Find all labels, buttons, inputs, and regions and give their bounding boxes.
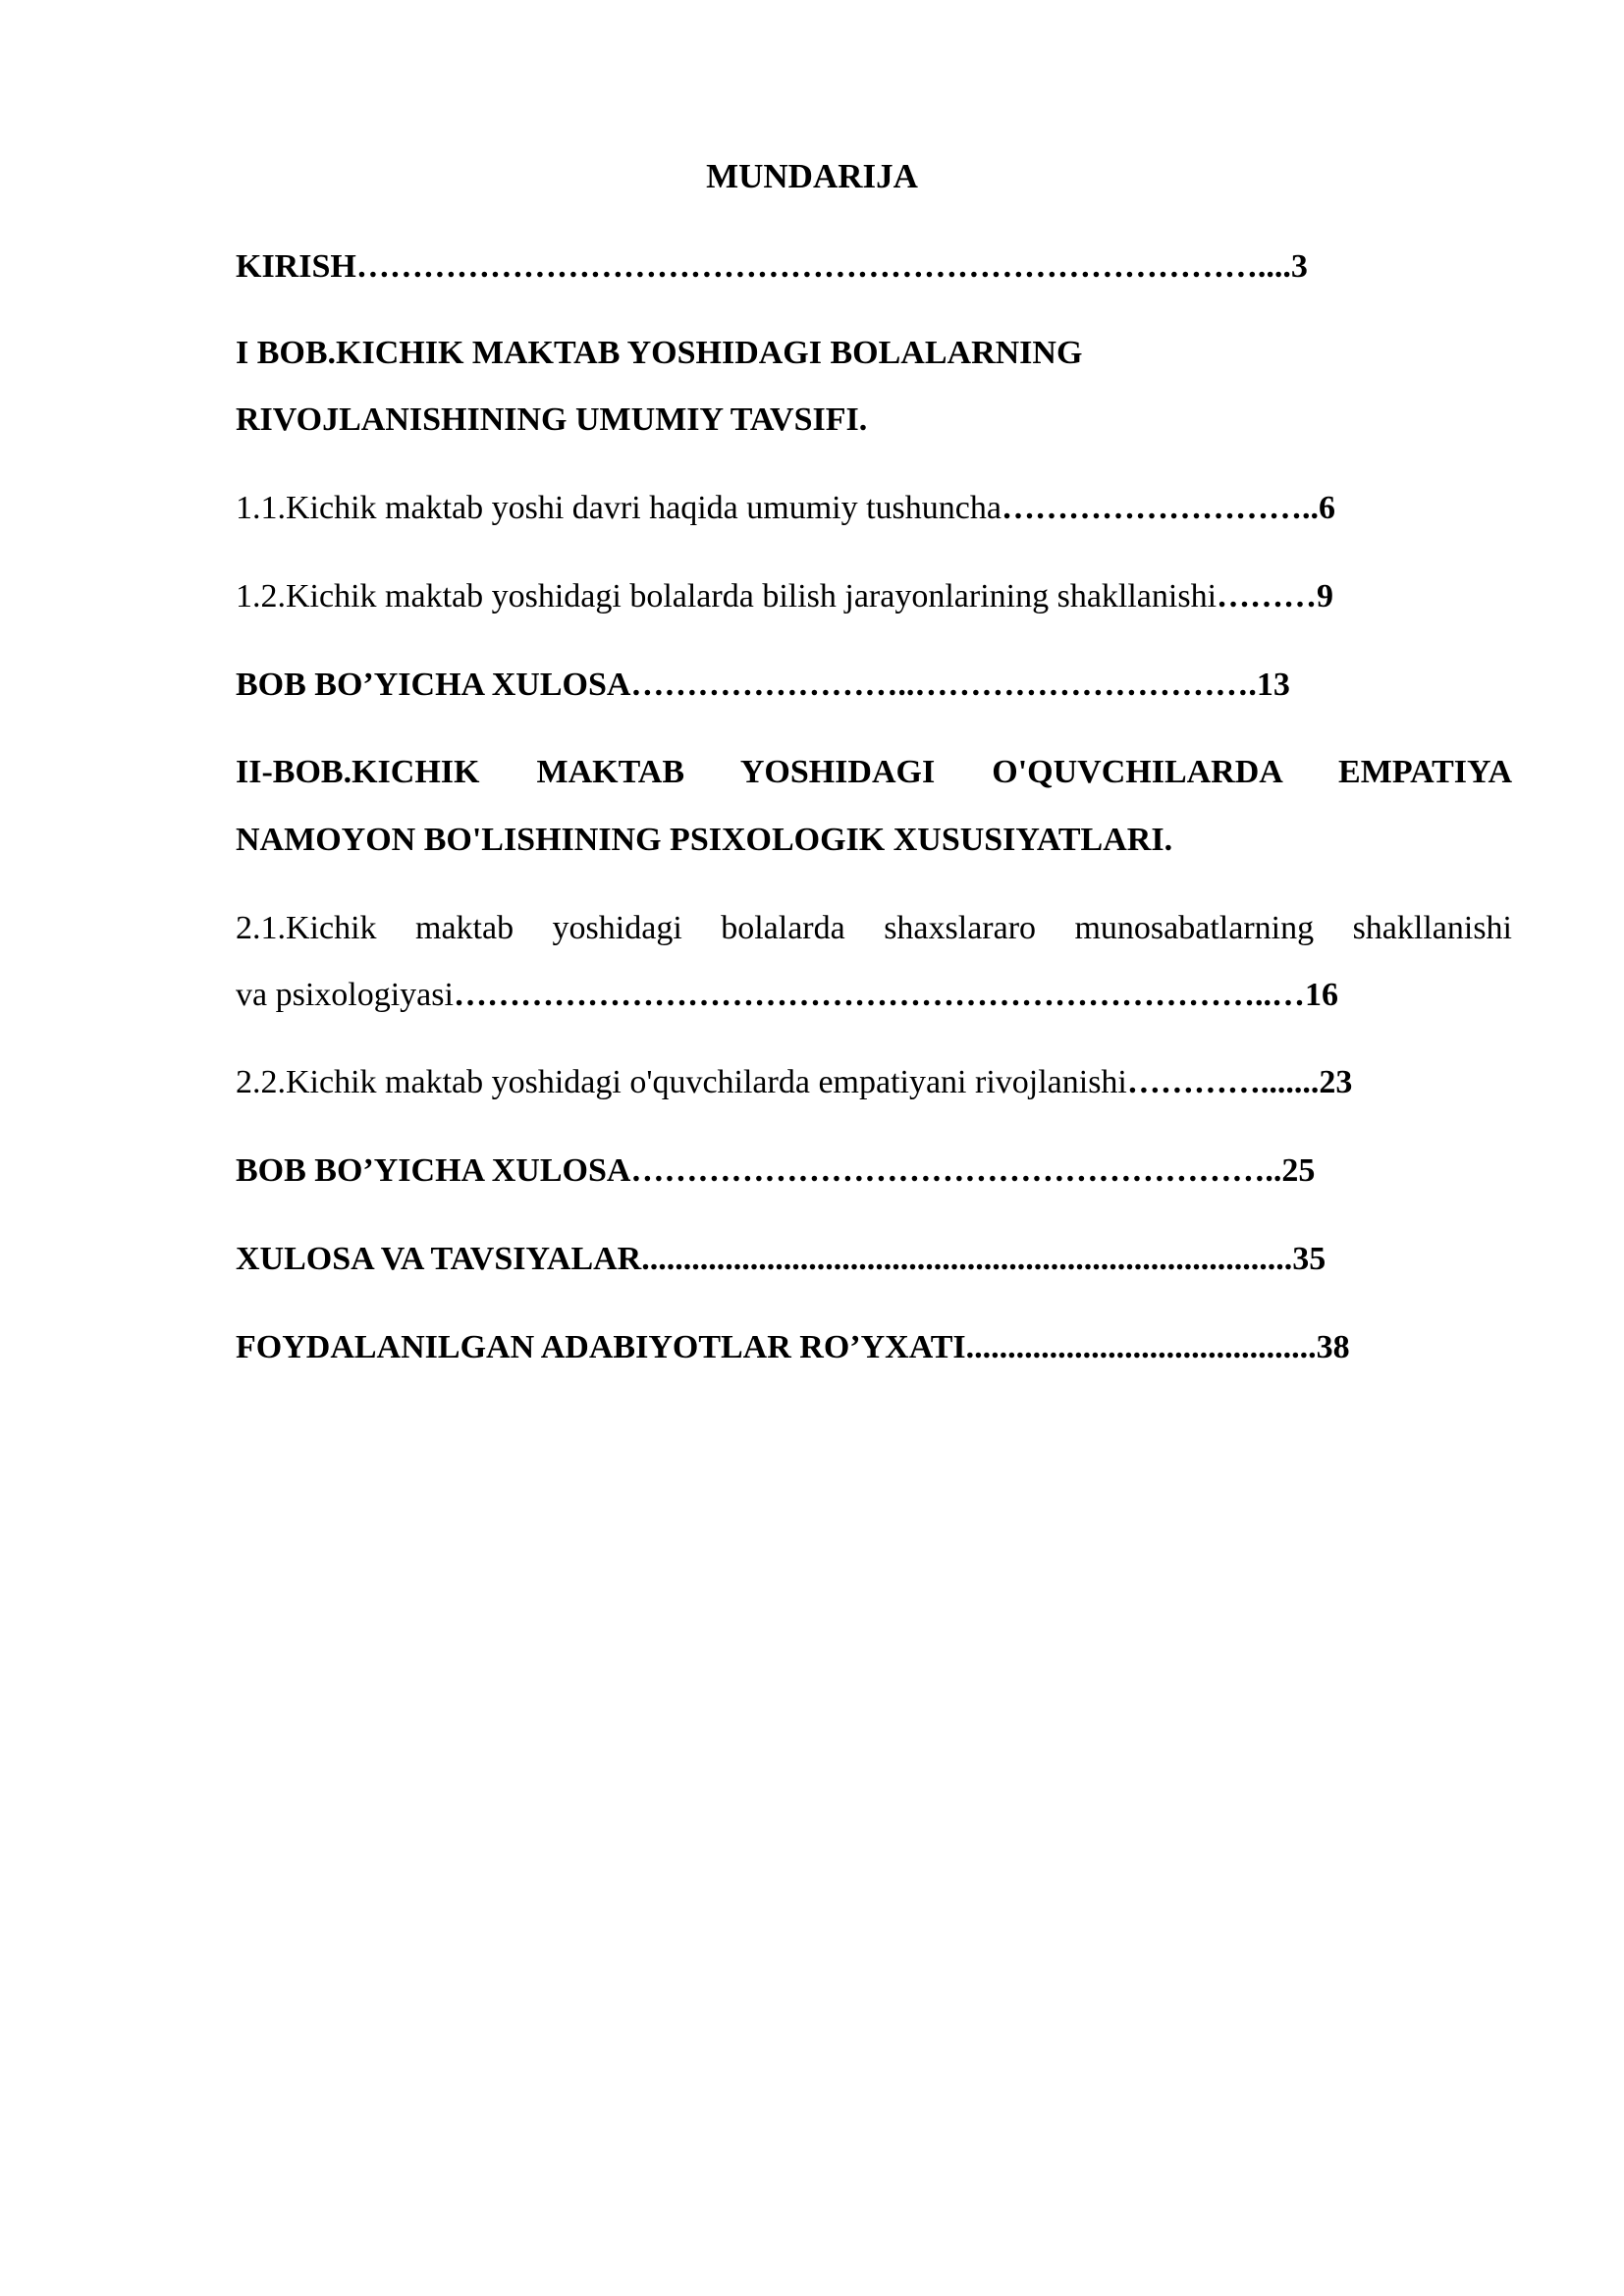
- toc-entry-1-1-leader: ………………………..6: [1001, 490, 1335, 526]
- toc-entry-1-1: [236, 487, 1335, 530]
- toc-entry-chapter1-conclusion: BOB BO’YICHA XULOSA……………………..………………………….13: [236, 667, 1290, 703]
- toc-entry-xulosa: XULOSA VA TAVSIYALAR..............................................................................35: [236, 1241, 1326, 1277]
- toc-entry-1-2: [236, 575, 1333, 618]
- toc-entry-1-1-text: 1.1.Kichik maktab yoshi davri haqida umumiy tushuncha: [236, 490, 1001, 526]
- toc-entry-2-1-line1: 2.1.Kichik maktab yoshidagi bolalarda shaxslararo munosabatlarning shakllanishi: [236, 910, 1512, 946]
- toc-entry-1-2-leader: ………9: [1217, 578, 1334, 614]
- toc-entry-2-1-line2: [236, 974, 1338, 1017]
- toc-entry-2-2-leader: ………….......23: [1126, 1064, 1353, 1100]
- page-title: MUNDARIJA: [706, 157, 918, 195]
- toc-entry-kirish: KIRISH………………………………………………………………………....3: [236, 248, 1308, 285]
- toc-chapter2-title-line2: NAMOYON BO'LISHINING PSIXOLOGIK XUSUSIYATLARI.: [236, 822, 1173, 858]
- toc-entry-2-2: [236, 1061, 1352, 1104]
- toc-entry-2-2-text: 2.2.Kichik maktab yoshidagi o'quvchilarda empatiyani rivojlanishi: [236, 1064, 1127, 1100]
- toc-chapter1-title-line2: RIVOJLANISHINING UMUMIY TAVSIFI.: [236, 401, 868, 438]
- toc-entry-1-2-text: 1.2.Kichik maktab yoshidagi bolalarda bilish jarayonlarining shakllanishi: [236, 578, 1218, 614]
- toc-entry-2-1-text: va psixologiyasi: [236, 977, 454, 1013]
- toc-entry-2-1-leader: ………………………………………………………………..…16: [453, 977, 1338, 1013]
- toc-entry-chapter2-conclusion: BOB BO’YICHA XULOSA…………………………………………………..25: [236, 1152, 1316, 1189]
- toc-chapter1-title-line1: I BOB.KICHIK MAKTAB YOSHIDAGI BOLALARNING: [236, 335, 1083, 371]
- toc-entry-adabiyotlar: FOYDALANILGAN ADABIYOTLAR RO’YXATI..........................................38: [236, 1329, 1350, 1365]
- toc-chapter2-title-line1: II-BOB.KICHIK MAKTAB YOSHIDAGI O'QUVCHILARDA EMPATIYA: [236, 754, 1512, 790]
